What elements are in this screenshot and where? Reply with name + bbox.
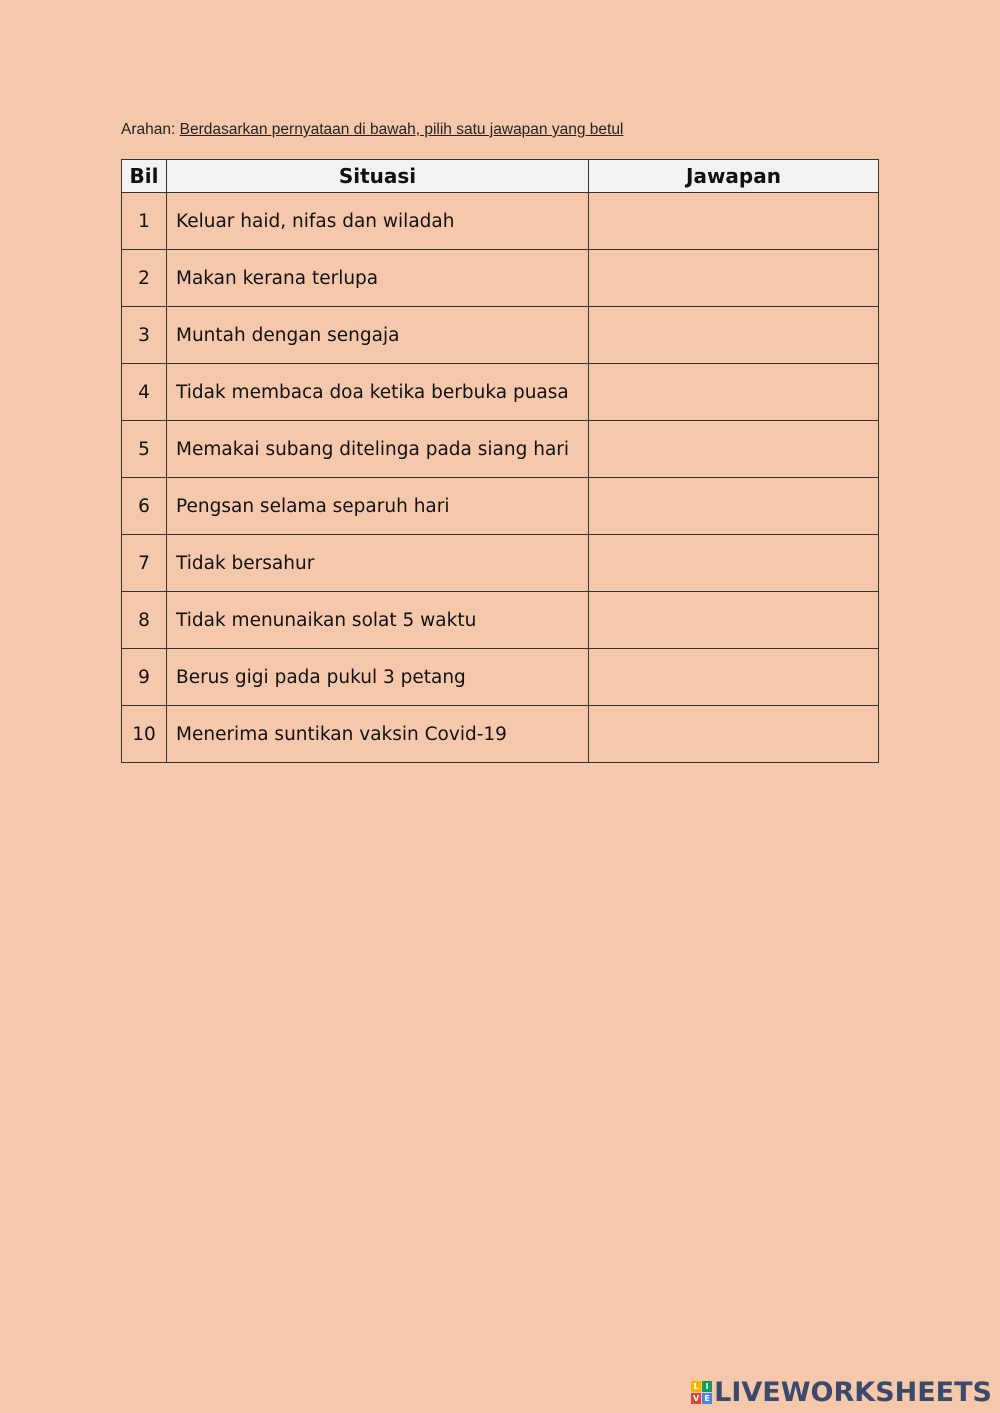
table-row (122, 592, 879, 649)
header-jawapan: Jawapan (589, 160, 879, 193)
liveworksheets-logo[interactable] (691, 1377, 992, 1407)
row-situasi: Memakai subang ditelinga pada siang hari (167, 421, 589, 478)
answer-value[interactable] (589, 193, 878, 249)
answer-cell[interactable] (589, 250, 879, 307)
answer-value[interactable] (589, 250, 878, 306)
row-number: 4 (122, 364, 167, 421)
answer-value[interactable] (589, 592, 878, 648)
answer-value[interactable] (589, 649, 878, 705)
logo-letter-v: V (693, 1393, 700, 1403)
answer-cell[interactable] (589, 706, 879, 763)
row-situasi: Berus gigi pada pukul 3 petang (167, 649, 589, 706)
answer-value[interactable] (589, 421, 878, 477)
row-situasi: Menerima suntikan vaksin Covid-19 (167, 706, 589, 763)
table-row (122, 706, 879, 763)
row-number: 2 (122, 250, 167, 307)
row-situasi: Tidak membaca doa ketika berbuka puasa (167, 364, 589, 421)
worksheet-table (121, 159, 879, 763)
instruction-label: Arahan: (121, 121, 180, 138)
instruction-body: Berdasarkan pernyataan di bawah, pilih satu jawapan yang betul (179, 121, 624, 138)
answer-cell[interactable] (589, 193, 879, 250)
table-row (122, 535, 879, 592)
table-row (122, 421, 879, 478)
header-bil: Bil (122, 160, 167, 193)
table-row (122, 649, 879, 706)
row-number: 6 (122, 478, 167, 535)
answer-value[interactable] (589, 478, 878, 534)
answer-cell[interactable] (589, 649, 879, 706)
answer-value[interactable] (589, 307, 878, 363)
table-row (122, 250, 879, 307)
row-situasi: Keluar haid, nifas dan wiladah (167, 193, 589, 250)
row-situasi: Muntah dengan sengaja (167, 307, 589, 364)
answer-cell[interactable] (589, 592, 879, 649)
answer-value[interactable] (589, 364, 878, 420)
table-row (122, 478, 879, 535)
table-row (122, 364, 879, 421)
row-number: 9 (122, 649, 167, 706)
row-number: 1 (122, 193, 167, 250)
row-number: 3 (122, 307, 167, 364)
answer-value[interactable] (589, 535, 878, 591)
logo-letter-l: L (691, 1381, 701, 1392)
table-row (122, 193, 879, 250)
answer-cell[interactable] (589, 478, 879, 535)
live-blocks-icon (691, 1381, 712, 1404)
instruction-text (121, 121, 623, 139)
answer-cell[interactable] (589, 535, 879, 592)
row-number: 7 (122, 535, 167, 592)
answer-cell[interactable] (589, 364, 879, 421)
row-number: 10 (122, 706, 167, 763)
answer-cell[interactable] (589, 421, 879, 478)
row-situasi: Pengsan selama separuh hari (167, 478, 589, 535)
logo-letter-i: I (702, 1381, 712, 1392)
row-number: 5 (122, 421, 167, 478)
logo-letter-e: E (702, 1393, 712, 1404)
row-situasi: Makan kerana terlupa (167, 250, 589, 307)
table-row (122, 307, 879, 364)
row-number: 8 (122, 592, 167, 649)
brand-name: LIVEWORKSHEETS (714, 1376, 992, 1408)
header-situasi: Situasi (167, 160, 589, 193)
row-situasi: Tidak bersahur (167, 535, 589, 592)
answer-value[interactable] (589, 706, 878, 762)
table-header-row (122, 160, 879, 193)
row-situasi: Tidak menunaikan solat 5 waktu (167, 592, 589, 649)
answer-cell[interactable] (589, 307, 879, 364)
